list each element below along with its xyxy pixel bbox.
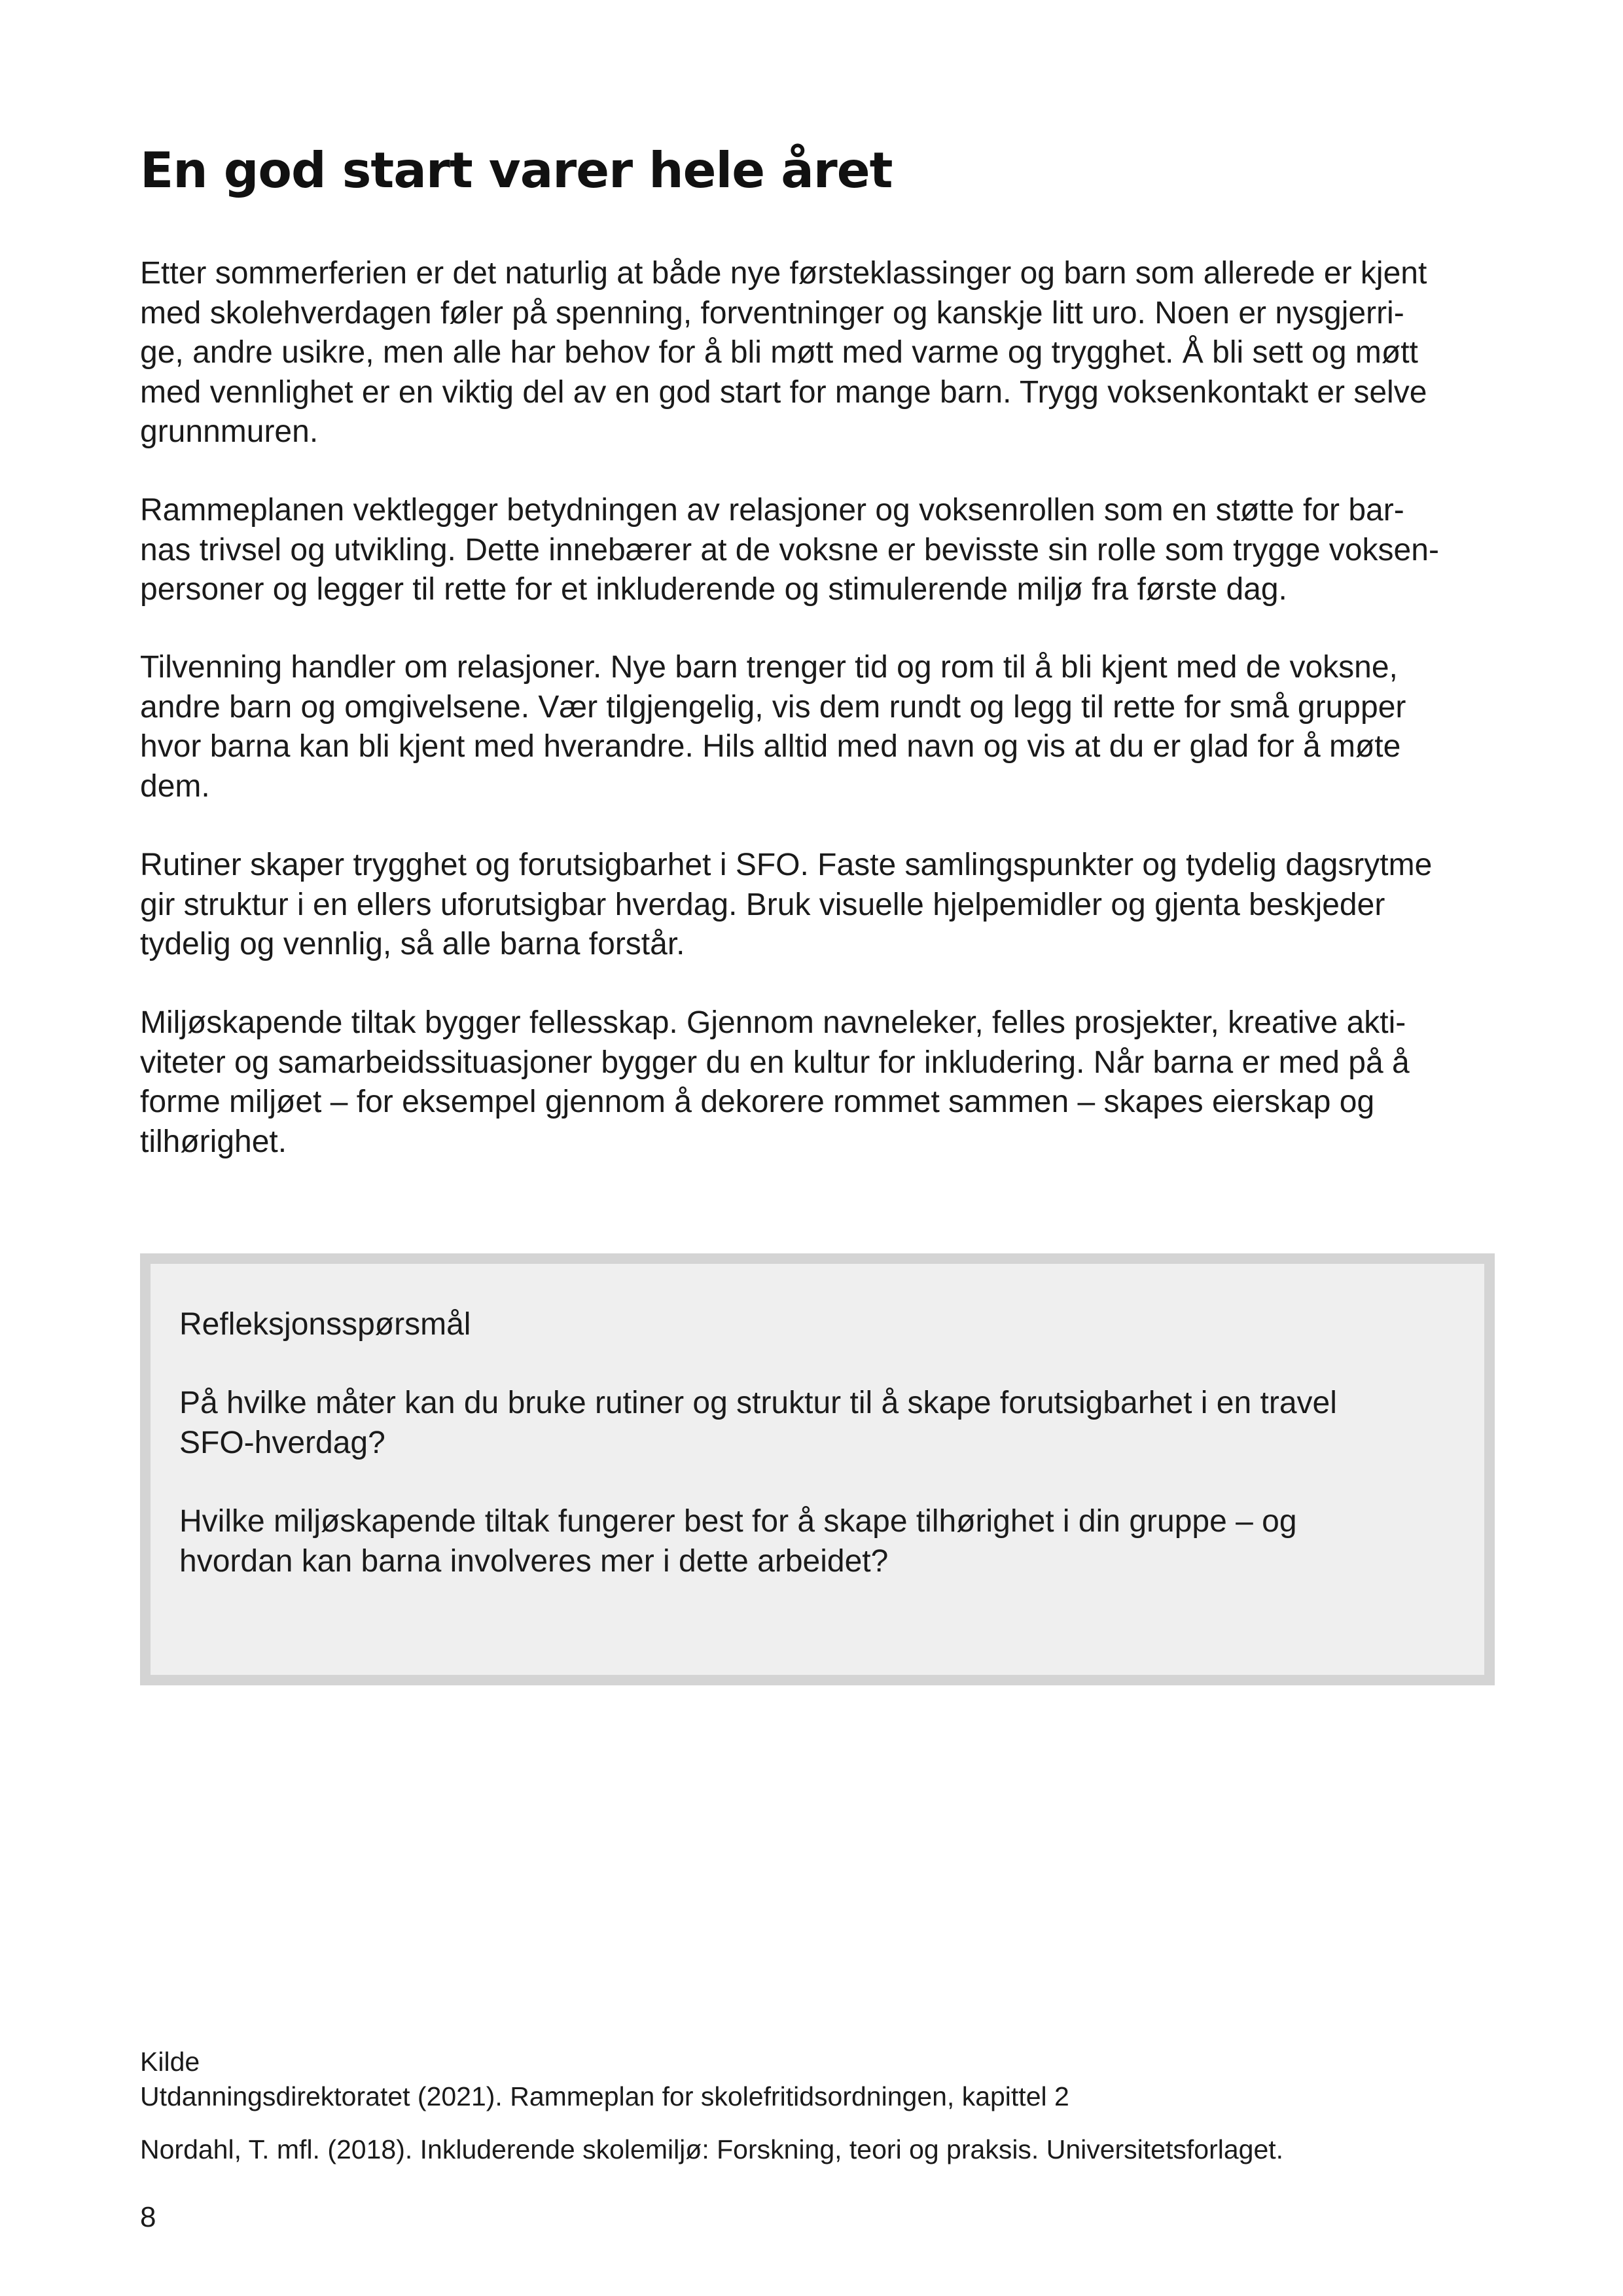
sources-block — [140, 2045, 1501, 2114]
reflection-question-line: hvordan kan barna involveres mer i dette arbeidet? — [179, 1543, 889, 1579]
paragraph-line: Rutiner skaper trygghet og forutsigbarhet i SFO. Faste samlingspunkter og tydelig dagsrytme — [140, 848, 1433, 882]
reflection-question — [179, 1502, 1297, 1581]
reflection-question-line: Hvilke miljøskapende tiltak fungerer best for å skape tilhørighet i din gruppe – og — [179, 1504, 1297, 1539]
paragraph-miljoskapende — [140, 1003, 1501, 1162]
source-reference: Utdanningsdirektoratet (2021). Rammeplan for skolefritidsordningen, kapittel 2 — [140, 2081, 1069, 2111]
source-reference: Nordahl, T. mfl. (2018). Inkluderende skolemiljø: Forskning, teori og praksis. Universitetsforlaget. — [140, 2134, 1284, 2164]
paragraph-line: med vennlighet er en viktig del av en god start for mange barn. Trygg voksenkontakt er selve — [140, 374, 1427, 410]
paragraph-line: Rammeplanen vektlegger betydningen av relasjoner og voksenrollen som en støtte for bar- — [140, 493, 1404, 528]
paragraph-rammeplan — [140, 491, 1501, 610]
paragraph-line: personer og legger til rette for et inkluderende og stimulerende miljø fra første dag. — [140, 572, 1287, 607]
paragraph-line: tilhørighet. — [140, 1124, 287, 1159]
paragraph-line: Etter sommerferien er det naturlig at både nye førsteklassinger og barn som allerede er kjent — [140, 256, 1427, 291]
paragraph-line: nas trivsel og utvikling. Dette innebærer at de voksne er bevisste sin rolle som trygge voksen- — [140, 532, 1439, 567]
sources-label: Kilde — [140, 2047, 200, 2077]
reflection-question-line: SFO-hverdag? — [179, 1425, 385, 1460]
sources-block-second — [140, 2132, 1501, 2167]
paragraph-line: forme miljøet – for eksempel gjennom å dekorere rommet sammen – skapes eierskap og — [140, 1085, 1375, 1119]
paragraph-line: andre barn og omgivelsene. Vær tilgjengelig, vis dem rundt og legg til rette for små grupper — [140, 689, 1406, 725]
paragraph-line: hvor barna kan bli kjent med hverandre. Hils alltid med navn og vis at du er glad for å møte — [140, 729, 1401, 764]
paragraph-line: gir struktur i en ellers uforutsigbar hverdag. Bruk visuelle hjelpemidler og gjenta beskjeder — [140, 887, 1385, 922]
paragraph-line: dem. — [140, 768, 210, 804]
paragraph-tilvenning — [140, 648, 1501, 806]
reflection-heading — [179, 1305, 471, 1345]
paragraph-intro — [140, 254, 1501, 452]
reflection-question-line: På hvilke måter kan du bruke rutiner og struktur til å skape forutsigbarhet i en travel — [179, 1386, 1337, 1420]
paragraph-rutiner — [140, 846, 1501, 965]
paragraph-line: grunnmuren. — [140, 414, 319, 449]
paragraph-line: ge, andre usikre, men alle har behov for å bli møtt med varme og trygghet. Å bli sett og møtt — [140, 335, 1418, 370]
reflection-heading-text: Refleksjonsspørsmål — [179, 1307, 471, 1342]
paragraph-line: med skolehverdagen føler på spenning, forventninger og kanskje litt uro. Noen er nysgjerri- — [140, 295, 1404, 331]
paragraph-line: tydelig og vennlig, så alle barna forstår. — [140, 927, 685, 961]
page-number: 8 — [140, 2201, 156, 2233]
paragraph-line: Miljøskapende tiltak bygger fellesskap. Gjennom navneleker, felles prosjekter, kreative akti- — [140, 1005, 1406, 1040]
paragraph-line: viteter og samarbeidssituasjoner bygger du en kultur for inkludering. Når barna er med på å — [140, 1045, 1410, 1080]
reflection-question — [179, 1384, 1337, 1463]
paragraph-line: Tilvenning handler om relasjoner. Nye barn trenger tid og rom til å bli kjent med de voksne, — [140, 650, 1398, 685]
page-title: En god start varer hele året — [140, 141, 893, 199]
